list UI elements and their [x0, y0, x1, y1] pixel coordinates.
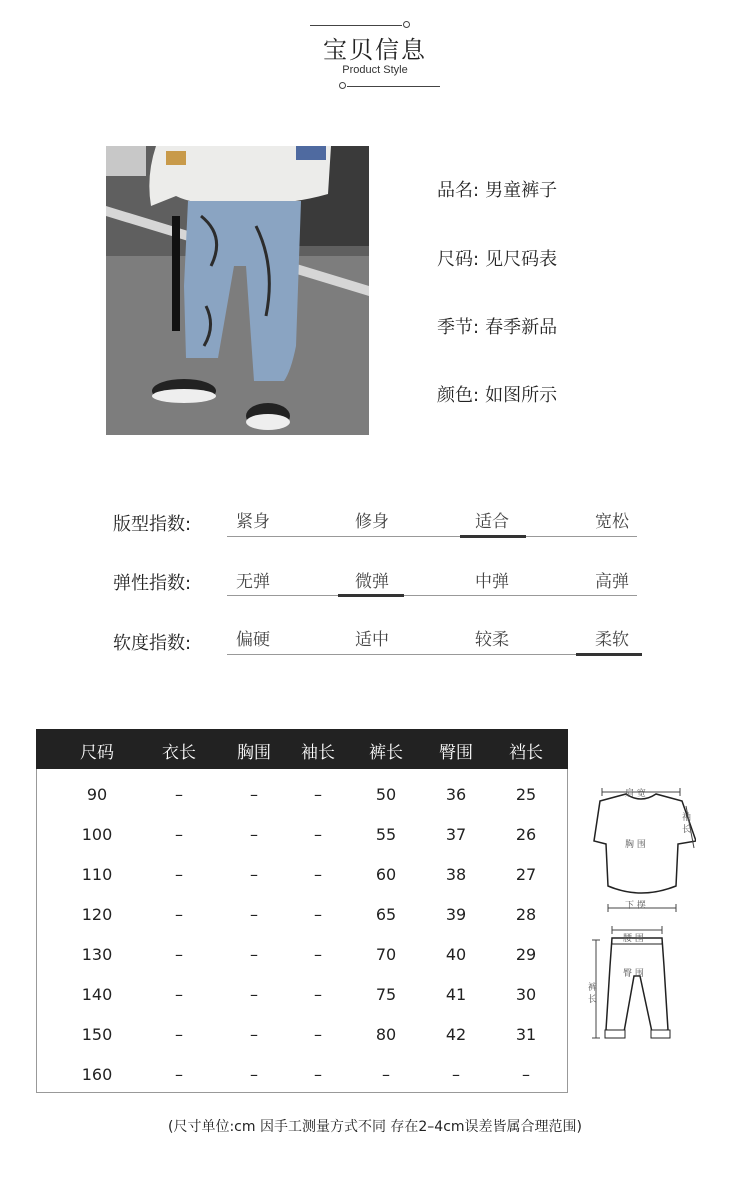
table-cell: 80 [375, 1025, 397, 1044]
col-header: 臀围 [439, 743, 473, 763]
table-cell: – [175, 985, 183, 1004]
elastic-index-marker [338, 594, 404, 597]
table-cell: – [175, 1065, 183, 1084]
table-cell: – [250, 945, 258, 964]
table-cell: 36 [445, 785, 467, 804]
table-cell: 37 [445, 825, 467, 844]
fit-option: 适合 [475, 512, 509, 532]
table-cell: – [382, 1065, 390, 1084]
softness-option: 适中 [355, 630, 389, 650]
info-size: 尺码: 见尺码表 [437, 249, 558, 270]
header-rule-bottom [347, 86, 440, 87]
info-color: 颜色: 如图所示 [437, 385, 558, 406]
elastic-option: 高弹 [595, 572, 629, 592]
table-cell: 41 [445, 985, 467, 1004]
table-cell: 27 [515, 865, 537, 884]
waist-label: 腰 围 [623, 934, 644, 944]
table-cell: – [314, 1065, 322, 1084]
chest-label: 胸 围 [625, 840, 646, 850]
elastic-option: 无弹 [236, 572, 270, 592]
table-cell: 120 [81, 905, 113, 924]
table-cell: 130 [81, 945, 113, 964]
softness-option: 偏硬 [236, 630, 270, 650]
product-photo [106, 146, 369, 435]
elastic-index-rule [227, 595, 637, 596]
table-cell: 38 [445, 865, 467, 884]
page-subtitle: Product Style [342, 64, 408, 76]
table-cell: – [314, 945, 322, 964]
elastic-option: 微弹 [355, 572, 389, 592]
hip-label: 臀 围 [623, 969, 644, 979]
softness-index-marker [576, 653, 642, 656]
table-cell: 55 [375, 825, 397, 844]
table-cell: – [314, 865, 322, 884]
fit-option: 宽松 [595, 512, 629, 532]
fit-index-marker [460, 535, 526, 538]
table-cell: 90 [86, 785, 108, 804]
elastic-index-label: 弹性指数: [113, 573, 192, 594]
softness-index-label: 软度指数: [113, 633, 192, 654]
table-cell: 50 [375, 785, 397, 804]
elastic-option: 中弹 [475, 572, 509, 592]
pants-length-label: 裤长 [588, 983, 598, 1005]
table-cell: 150 [81, 1025, 113, 1044]
info-name: 品名: 男童裤子 [437, 180, 558, 201]
table-cell: 60 [375, 865, 397, 884]
table-cell: – [522, 1065, 530, 1084]
table-cell: – [175, 825, 183, 844]
col-header: 尺码 [80, 743, 114, 763]
table-cell: 25 [515, 785, 537, 804]
table-cell: 100 [81, 825, 113, 844]
shoulder-label: 肩 宽 [625, 789, 646, 799]
fit-index-rule [227, 536, 637, 537]
col-header: 裆长 [509, 743, 543, 763]
table-cell: – [314, 1025, 322, 1044]
table-cell: 40 [445, 945, 467, 964]
fit-option: 紧身 [236, 512, 270, 532]
softness-option: 柔软 [595, 630, 629, 650]
softness-option: 较柔 [475, 630, 509, 650]
table-cell: – [250, 785, 258, 804]
table-cell: – [314, 785, 322, 804]
table-cell: 31 [515, 1025, 537, 1044]
table-cell: 140 [81, 985, 113, 1004]
table-cell: – [250, 865, 258, 884]
table-cell: 160 [81, 1065, 113, 1084]
table-cell: – [452, 1065, 460, 1084]
page-title: 宝贝信息 [323, 36, 427, 64]
table-cell: – [250, 1065, 258, 1084]
table-cell: – [175, 785, 183, 804]
table-cell: – [250, 905, 258, 924]
measurement-note: (尺寸单位:cm 因手工测量方式不同 存在2–4cm误差皆属合理范围) [167, 1119, 583, 1135]
table-cell: 75 [375, 985, 397, 1004]
table-cell: – [175, 945, 183, 964]
table-cell: 26 [515, 825, 537, 844]
table-cell: – [314, 985, 322, 1004]
fit-index-label: 版型指数: [113, 514, 192, 535]
hem-label: 下 摆 [625, 901, 646, 911]
table-cell: 70 [375, 945, 397, 964]
sleeve-label: 袖长 [682, 813, 692, 835]
table-cell: 39 [445, 905, 467, 924]
table-cell: 42 [445, 1025, 467, 1044]
header-dot-top [403, 21, 410, 28]
col-header: 衣长 [162, 743, 196, 763]
table-cell: 29 [515, 945, 537, 964]
table-cell: – [314, 905, 322, 924]
table-cell: – [250, 1025, 258, 1044]
table-cell: – [314, 825, 322, 844]
table-cell: – [175, 905, 183, 924]
col-header: 袖长 [301, 743, 335, 763]
col-header: 裤长 [369, 743, 403, 763]
header-rule-top [310, 25, 402, 26]
table-cell: 65 [375, 905, 397, 924]
table-cell: 110 [81, 865, 113, 884]
header-dot-bottom [339, 82, 346, 89]
fit-option: 修身 [355, 512, 389, 532]
table-cell: – [175, 1025, 183, 1044]
table-cell: – [175, 865, 183, 884]
info-season: 季节: 春季新品 [437, 317, 558, 338]
table-cell: – [250, 825, 258, 844]
table-cell: – [250, 985, 258, 1004]
table-cell: 30 [515, 985, 537, 1004]
pants-measure-diagram [590, 926, 680, 1046]
col-header: 胸围 [237, 743, 271, 763]
table-cell: 28 [515, 905, 537, 924]
